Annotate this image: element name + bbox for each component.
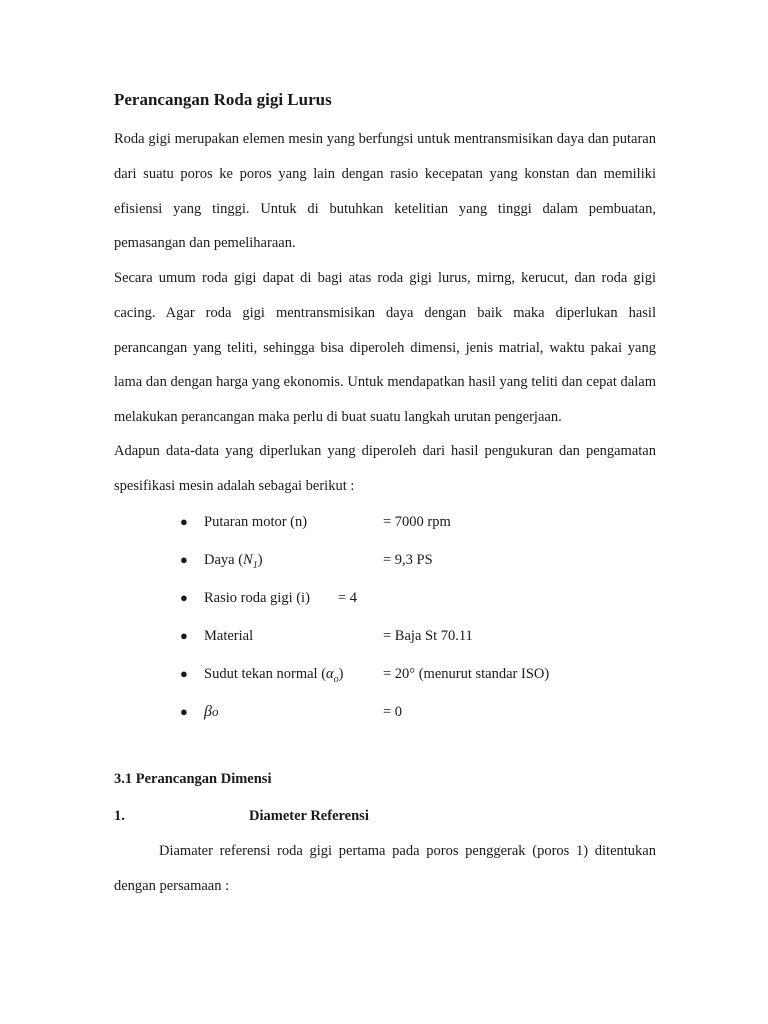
spec-item-beta — [0, 693, 700, 731]
bullet-icon: ● — [180, 628, 188, 643]
spec-symbol: β — [204, 703, 212, 720]
spec-value: = 9,3 PS — [383, 552, 433, 568]
spec-item-daya — [0, 541, 700, 579]
spec-label-prefix: Sudut tekan normal ( — [204, 666, 327, 682]
spec-value: = 7000 rpm — [383, 514, 451, 530]
spec-label — [204, 693, 218, 731]
spec-label-suffix: ) — [257, 552, 263, 568]
spec-value: = 20° (menurut standar ISO) — [383, 666, 550, 682]
spec-label: Rasio roda gigi (i) — [204, 590, 310, 606]
spec-symbol: N — [243, 552, 253, 568]
spec-item-material — [0, 617, 700, 655]
spec-subscript: o — [333, 673, 339, 685]
document-title: Perancangan Roda gigi Lurus — [114, 90, 332, 109]
bullet-icon: ● — [180, 704, 188, 719]
spec-value: = 0 — [383, 704, 403, 720]
spec-value: = Baja St 70.11 — [383, 628, 473, 644]
spec-item-sudut — [0, 655, 700, 693]
bullet-icon: ● — [180, 666, 188, 681]
spec-item-putaran — [0, 503, 700, 541]
spec-label: Putaran motor (n) — [204, 514, 308, 530]
spec-value: = 4 — [338, 590, 358, 606]
spec-item-rasio — [0, 579, 700, 617]
spec-label-suffix: ) — [338, 666, 344, 682]
section-heading: 3.1 Perancangan Dimensi — [114, 771, 272, 787]
bullet-icon: ● — [180, 590, 188, 605]
paragraph-diameter: Diamater referensi roda gigi pertama pada poros penggerak (poros 1) ditentukan dengan persamaan : — [114, 843, 656, 894]
spec-symbol: α — [326, 666, 334, 682]
paragraph-intro: Roda gigi merupakan elemen mesin yang berfungsi untuk mentransmisikan daya dan putaran dari suatu poros ke poros yang lain dengan rasio kecepatan yang konstan dan memiliki efisiensi yang tinggi. Untuk di butuhkan ketelitian yang tinggi dalam pembuatan, pemasangan dan pemeliharaan. — [114, 131, 656, 252]
spec-subscript: 1 — [252, 559, 258, 571]
spec-label-prefix: Daya ( — [204, 552, 244, 568]
paragraph-classification: Secara umum roda gigi dapat di bagi atas roda gigi lurus, mirng, kerucut, dan roda gigi cacing. Agar roda gigi mentransmisikan daya dengan baik maka diperlukan hasil perancangan yang teliti, sehingga bisa diperoleh dimensi, jenis matrial, waktu pakai yang lama dan dengan harga yang ekonomis. Untuk mendapatkan hasil yang teliti dan cepat dalam melakukan perancangan maka perlu di buat suatu langkah urutan pengerjaan. — [114, 270, 656, 426]
paragraph-data-intro: Adapun data-data yang diperlukan yang diperoleh dari hasil pengukuran dan pengamatan spesifikasi mesin adalah sebagai berikut : — [114, 443, 656, 494]
subsection-title: Diameter Referensi — [249, 808, 369, 824]
bullet-icon: ● — [180, 514, 188, 529]
subsection-number: 1. — [114, 808, 125, 824]
spec-label: Material — [204, 628, 254, 644]
spec-subscript: o — [211, 704, 219, 719]
bullet-icon: ● — [180, 552, 188, 567]
